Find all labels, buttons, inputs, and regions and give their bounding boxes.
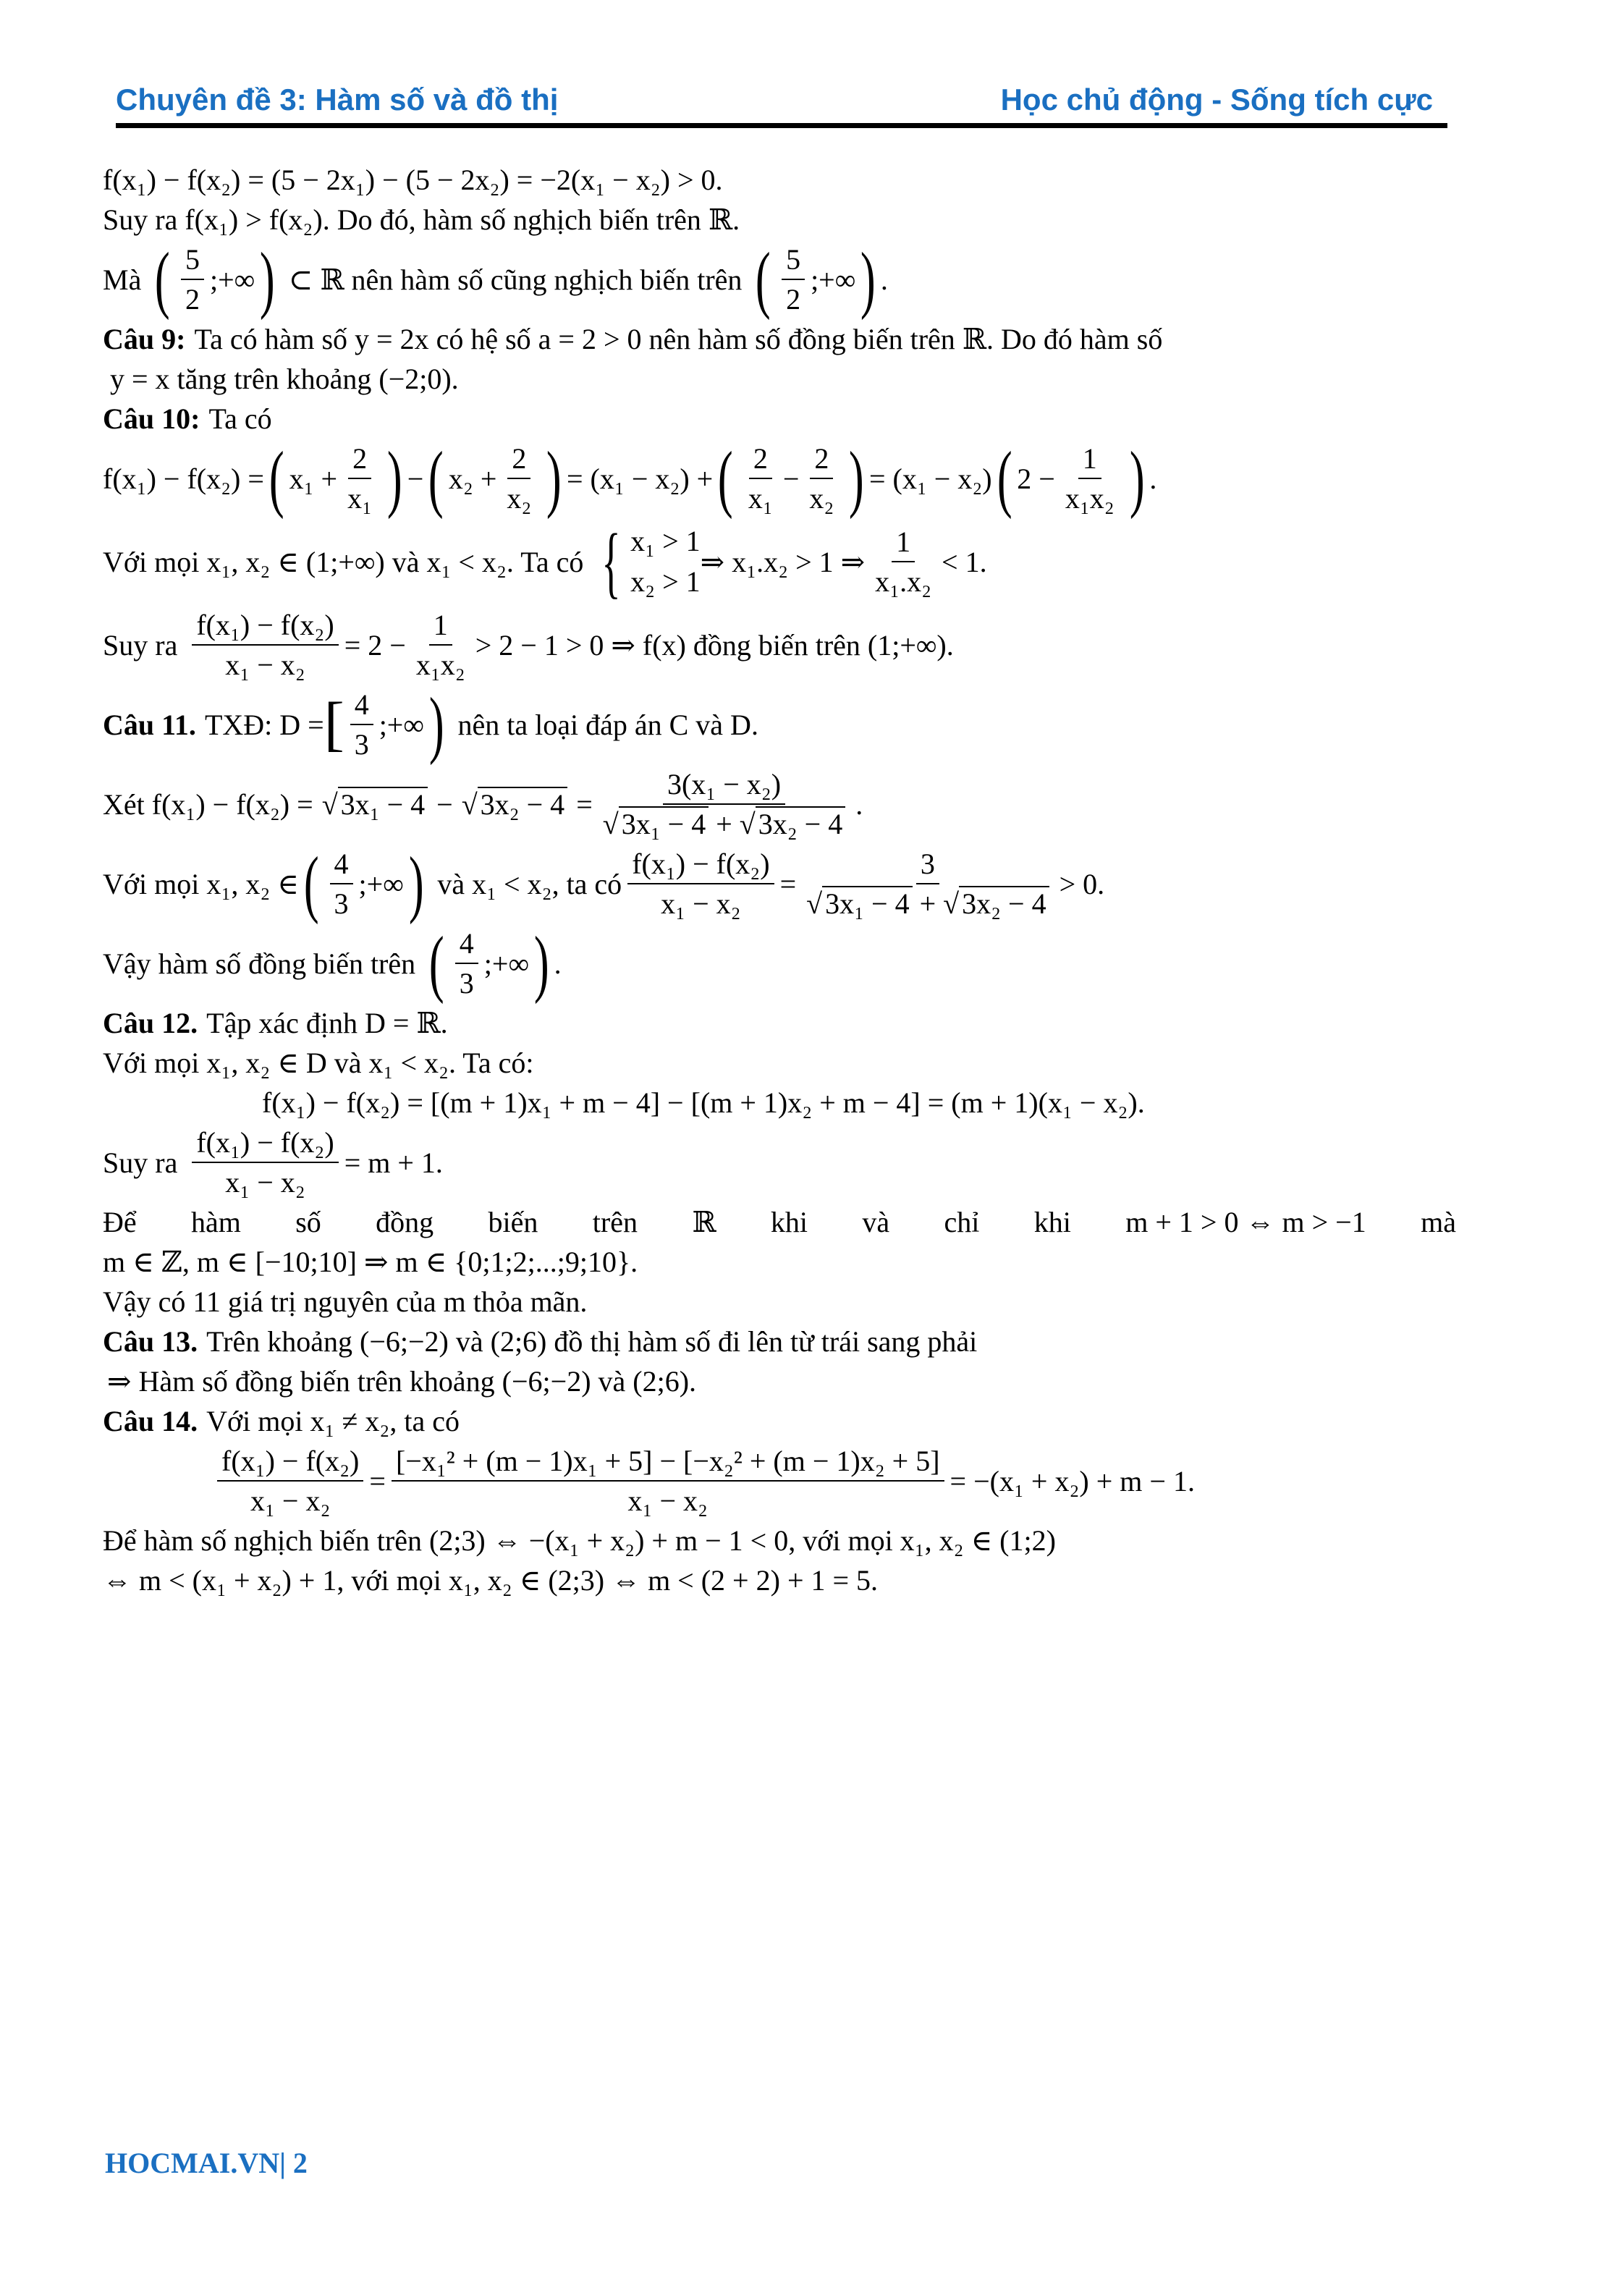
fraction: $\frac{\text{f(x₁) − f(x₂)}}{\text{x₁ − x₂}}$: [627, 847, 774, 921]
system-of-inequalities: { x₁ > 1 x₂ > 1: [601, 517, 701, 606]
question-12: Câu 12. Tập xác định D = ℝ.: [103, 1007, 448, 1039]
fraction: $\frac{\text{[−x₁² + (m − 1)x₁ + 5] − [−x₂² + (m − 1)x₂ + 5]}}{\text{x₁ − x₂}}$: [392, 1444, 944, 1518]
line: Với mọi x₁, x₂ ∈ (1;+∞) và x₁ < x₂. Ta có { x₁ > 1 x₂ > 1 ⇒ x₁.x₂ > 1 ⇒ $\frac{1}{\text{x₁.x₂}}$ < 1.: [103, 517, 987, 606]
fraction: $\frac{2}{\text{x₂}}$: [809, 442, 834, 515]
fraction: $\frac{3}{\text{√ 3x₁ − 4 + √ 3x₂ − 4}}$: [802, 847, 1054, 921]
fraction: $\frac{\text{f(x₁) − f(x₂)}}{\text{x₁ − x₂}}$: [217, 1444, 363, 1518]
document-body: [103, 163, 1463, 1603]
question-label: Câu 14.: [103, 1405, 198, 1437]
question-10: Câu 10: Ta có: [103, 402, 272, 435]
line: Để hàm số nghịch biến trên (2;3) ⇔ −(x₁ + x₂) + m − 1 < 0, với mọi x₁, x₂ ∈ (1;2): [103, 1524, 1056, 1557]
line: Xét f(x₁) − f(x₂) = √ 3x₁ − 4 − √ 3x₂ − 4 = $\frac{\text{3(x₁ − x₂)}}{\text{√ 3x₁ − 4 + √ 3x₂ − 4}}$ .: [103, 768, 863, 840]
fraction: $\frac{4}{3}$: [455, 926, 478, 1000]
fraction: $\frac{1}{\text{x₁x₂}}$: [415, 609, 465, 681]
fraction: $\frac{5}{2}$: [782, 242, 805, 316]
fraction: $\frac{2}{\text{x₁}}$: [347, 442, 373, 515]
equation: $\frac{\text{f(x₁) − f(x₂)}}{\text{x₁ − x₂}}$ = $\frac{\text{[−x₁² + (m − 1)x₁ + 5] − [−x₂² + (m − 1)x₂ + 5]}}{\text{x₁ − x₂}}$ = −(x₁ + x₂) + m − 1.: [211, 1444, 1463, 1518]
question-label: Câu 12.: [103, 1007, 198, 1039]
line: Suy ra $\frac{\text{f(x₁) − f(x₂)}}{\text{x₁ − x₂}}$ = m + 1.: [103, 1126, 443, 1199]
line: Suy ra $\frac{\text{f(x₁) − f(x₂)}}{\text{x₁ − x₂}}$ = 2 − $\frac{1}{\text{x₁x₂}}$ > 2 − 1 > 0 ⇒ f(x) đồng biến trên (1;+∞).: [103, 609, 954, 681]
line: ⇔ m < (x₁ + x₂) + 1, với mọi x₁, x₂ ∈ (2;3) ⇔ m < (2 + 2) + 1 = 5.: [103, 1564, 879, 1597]
square-root: √ 3x₁ − 4: [322, 787, 428, 821]
justified-line: Để hàm số đồng biến trên ℝ khi và chỉ khi m + 1 > 0 ⇔ m > −1 mà: [103, 1206, 1456, 1238]
line: m ∈ ℤ, m ∈ [−10;10] ⇒ m ∈ {0;1;2;...;9;10}.: [103, 1246, 638, 1278]
square-root: √ 3x₂ − 4: [462, 787, 567, 821]
fraction: $\frac{\text{f(x₁) − f(x₂)}}{\text{x₁ − x₂}}$: [192, 1125, 338, 1199]
page-header: [116, 71, 1447, 128]
page-footer: HOCMAI.VN| 2: [105, 2147, 308, 2179]
line: Mà ( $\frac{5}{2}$ ;+∞ ) ⊂ ℝ nên hàm số cũng nghịch biến trên ( $\frac{5}{2}$ ;+∞ ) .: [103, 237, 888, 321]
question-9: Câu 9: Ta có hàm số y = 2x có hệ số a = 2 > 0 nên hàm số đồng biến trên ℝ. Do đó hàm số: [103, 323, 1163, 355]
fraction: $\frac{5}{2}$: [181, 242, 204, 316]
line: Suy ra f(x₁) > f(x₂). Do đó, hàm số nghịch biến trên ℝ.: [103, 203, 740, 236]
fraction: $\frac{1}{\text{x₁.x₂}}$: [875, 525, 932, 598]
fraction: $\frac{2}{\text{x₂}}$: [507, 442, 532, 515]
line: Vậy có 11 giá trị nguyên của m thỏa mãn.: [103, 1285, 588, 1318]
fraction: $\frac{\text{f(x₁) − f(x₂)}}{\text{x₁ − x₂}}$: [192, 608, 338, 682]
line: ⇒ Hàm số đồng biến trên khoảng (−6;−2) và (2;6).: [107, 1365, 697, 1398]
question-label: Câu 13.: [103, 1325, 198, 1358]
equation: f(x₁) − f(x₂) = ( x₁ + $\frac{2}{\text{x₁}}$ ) − ( x₂ + $\frac{2}{\text{x₂}}$ ) = (x₁ − x₂) + ( $\frac{2}{\text{x₁}}$ − $\frac{2}{\text{x₂}}$ ) = (x₁ − x₂) ( 2 − $\frac{1}{\text{x₁x₂}}$ ) .: [103, 436, 1157, 520]
question-label: Câu 9:: [103, 323, 186, 355]
fraction: $\frac{\text{3(x₁ − x₂)}}{\text{√ 3x₁ − 4 + √ 3x₂ − 4}}$: [599, 767, 850, 841]
line: f(x₁) − f(x₂) = (5 − 2x₁) − (5 − 2x₂) = −2(x₁ − x₂) > 0.: [103, 164, 723, 196]
line: Với mọi x₁, x₂ ∈ D và x₁ < x₂. Ta có:: [103, 1047, 534, 1079]
fraction: $\frac{1}{\text{x₁x₂}}$: [1065, 442, 1115, 515]
line: Với mọi x₁, x₂ ∈ ( $\frac{4}{3}$ ;+∞ ) và x₁ < x₂, ta có $\frac{\text{f(x₁) − f(x₂)}}{\text{x₁ − x₂}}$ = $\frac{3}{\text{√ 3x₁ − 4 + √ 3x₂ − 4}}$ > 0.: [103, 842, 1105, 926]
line: y = x tăng trên khoảng (−2;0).: [110, 363, 459, 395]
question-label: Câu 10:: [103, 402, 200, 435]
fraction: $\frac{4}{3}$: [330, 847, 353, 921]
question-13: Câu 13. Trên khoảng (−6;−2) và (2;6) đồ thị hàm số đi lên từ trái sang phải: [103, 1325, 978, 1358]
line: Vậy hàm số đồng biến trên ( $\frac{4}{3}$ ;+∞ ) .: [103, 921, 562, 1005]
fraction: $\frac{2}{\text{x₁}}$: [748, 442, 773, 515]
question-label: Câu 11.: [103, 708, 196, 741]
equation: f(x₁) − f(x₂) = [(m + 1)x₁ + m − 4] − [(m + 1)x₂ + m − 4] = (m + 1)(x₁ − x₂).: [262, 1086, 1145, 1119]
header-topic: Chuyên đề 3: Hàm số và đồ thị: [116, 83, 559, 117]
fraction: $\frac{4}{3}$: [350, 688, 373, 761]
question-11: Câu 11. TXĐ: D = [ $\frac{4}{3}$ ;+∞ ) nên ta loại đáp án C và D.: [103, 683, 758, 766]
header-slogan: Học chủ động - Sống tích cực: [1000, 83, 1433, 117]
question-14: Câu 14. Với mọi x₁ ≠ x₂, ta có: [103, 1405, 460, 1437]
